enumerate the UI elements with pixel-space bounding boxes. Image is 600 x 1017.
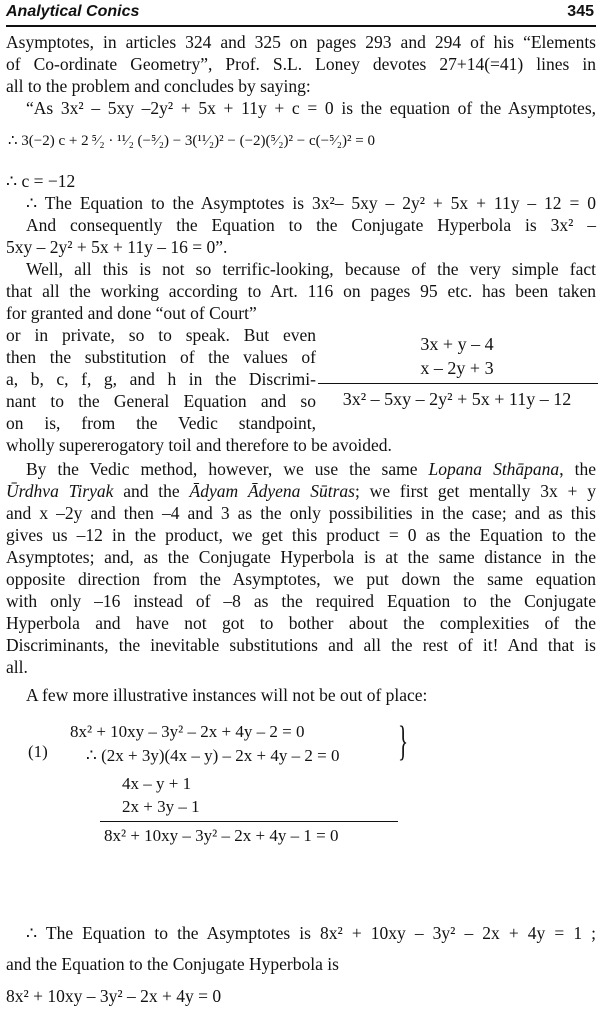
book-page xyxy=(6,0,596,1017)
example-eq2: ∴ (2x + 3y)(4x – y) – 2x + 4y – 2 = 0 xyxy=(86,746,340,765)
text-line: 5xy – 2y² + 5x + 11y – 16 = 0”. xyxy=(6,237,228,257)
example-label: (1) xyxy=(28,742,48,761)
text-line: Well, all this is not so terrific-looking, because of the very simple fact xyxy=(26,259,596,279)
text-line: nant to the General Equation and so xyxy=(6,391,316,411)
product: 3x² – 5xy – 2y² + 5x + 11y – 12 xyxy=(342,389,572,409)
factor-1: 3x + y – 4 xyxy=(420,334,494,354)
example-product: 8x² + 10xy – 3y² – 2x + 4y – 1 = 0 xyxy=(104,826,339,845)
text-line: ∴ The Equation to the Asymptotes is 3x²– 5xy – 2y² + 5x + 11y – 12 = 0 xyxy=(26,193,596,213)
formula-line: ∴ 3(−2) c + 2 ⁵⁄₂ · ¹¹⁄₂ (−⁵⁄₂) − 3(¹¹⁄₂)² − (−2)(⁵⁄₂)² − c(−⁵⁄₂)² = 0 xyxy=(8,133,375,149)
header-rule xyxy=(6,25,596,27)
text-line: and x –2y and then –4 and 3 as the only possibilities in the case; and as this xyxy=(6,503,596,523)
text-line: and the Equation to the Conjugate Hyperbola is xyxy=(6,954,339,974)
text-line: Ūrdhva Tiryak and the Ādyam Ādyena Sūtras; we first get mentally 3x + y xyxy=(6,481,596,501)
running-title: Analytical Conics xyxy=(6,3,140,20)
example-factor-2: 2x + 3y – 1 xyxy=(122,797,200,816)
right-brace: } xyxy=(398,719,409,765)
text-line: with only –16 instead of –8 as the required Equation to the Conjugate xyxy=(6,591,596,611)
text-line: Asymptotes, in articles 324 and 325 on pages 293 and 294 of his “Elements xyxy=(6,32,596,52)
text-line: And consequently the Equation to the Conjugate Hyperbola is 3x² – xyxy=(26,215,596,235)
factor-2: x – 2y + 3 xyxy=(420,358,494,378)
text-line: opposite direction from the Asymptotes, we put down the same equation xyxy=(6,569,596,589)
text-line: A few more illustrative instances will not be out of place: xyxy=(26,685,428,705)
product-rule xyxy=(318,383,598,384)
text-line: wholly supererogatory toil and therefore to be avoided. xyxy=(6,435,392,455)
text-line: or in private, so to speak. But even xyxy=(6,325,316,345)
result-c: ∴ c = −12 xyxy=(6,171,76,191)
text-line: 8x² + 10xy – 3y² – 2x + 4y = 0 xyxy=(6,986,222,1006)
text-line: By the Vedic method, however, we use the same Lopana Sthāpana, the xyxy=(26,459,596,479)
text-line: then the substitution of the values of xyxy=(6,347,316,367)
text-line: ∴ The Equation to the Asymptotes is 8x² + 10xy – 3y² – 2x + 4y = 1 ; xyxy=(26,923,596,943)
text-line: on is, from the Vedic standpoint, xyxy=(6,413,316,433)
example-factor-1: 4x – y + 1 xyxy=(122,774,192,793)
text-line: Hyperbola and have not got to bother about the complexities of the xyxy=(6,613,596,633)
running-header xyxy=(6,3,596,25)
page-number: 345 xyxy=(567,3,594,20)
text-line: Discriminants, the inevitable substitutions and all the rest of it! And that is xyxy=(6,635,596,655)
text-line: a, b, c, f, g, and h in the Discrimi- xyxy=(6,369,316,389)
text-line: all to the problem and concludes by saying: xyxy=(6,76,311,96)
example-eq1: 8x² + 10xy – 3y² – 2x + 4y – 2 = 0 xyxy=(70,722,305,741)
text-line: that all the working according to Art. 116 on pages 95 etc. has been taken xyxy=(6,281,596,301)
text-line: “As 3x² – 5xy –2y² + 5x + 11y + c = 0 is the equation of the Asymptotes, xyxy=(26,98,596,118)
text-line: Asymptotes; and, as the Conjugate Hyperbola is at the same distance in the xyxy=(6,547,596,567)
example-product-rule xyxy=(100,821,398,822)
text-line: all. xyxy=(6,657,28,677)
text-line: of Co-ordinate Geometry”, Prof. S.L. Loney devotes 27+14(=41) lines in xyxy=(6,54,596,74)
text-line: gives us –12 in the product, we get this product = 0 as the Equation to the xyxy=(6,525,596,545)
text-line: for granted and done “out of Court” xyxy=(6,303,257,323)
